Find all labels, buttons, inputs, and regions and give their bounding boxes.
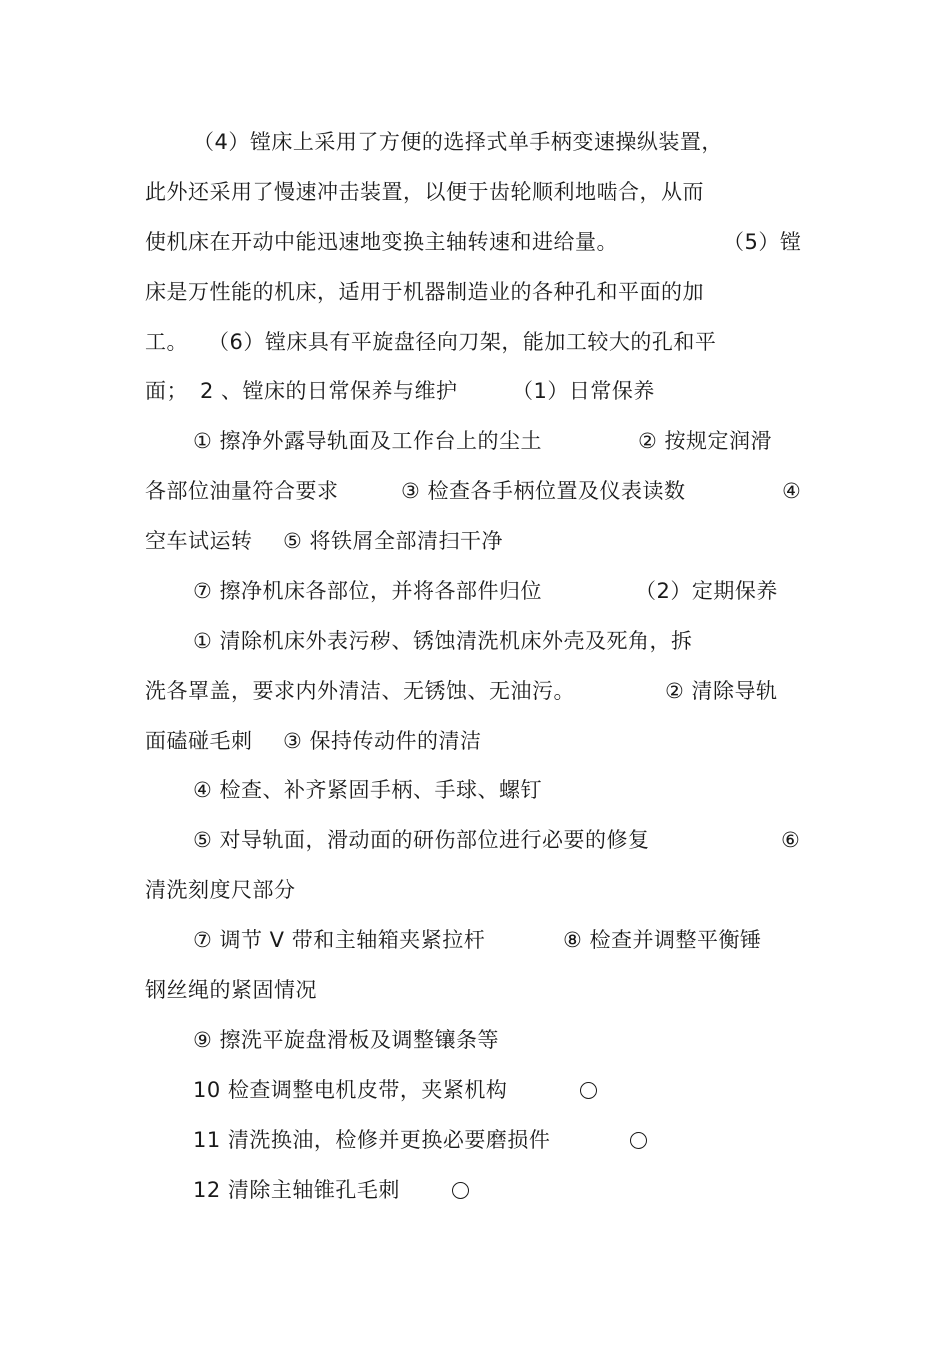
text-segment: 11 清洗换油，检修并更换必要磨损件 (193, 1128, 551, 1152)
circle-icon (630, 1132, 647, 1149)
text-segment: 洗各罩盖，要求内外清洁、无锈蚀、无油污。 (145, 679, 575, 703)
text-segment: 空车试运转 (145, 529, 253, 553)
text-segment: ③ 检查各手柄位置及仪表读数 (401, 479, 686, 503)
text-segment: ⑦ 擦净机床各部位，并将各部件归位 (193, 579, 543, 603)
text-segment: ⑤ 将铁屑全部清扫干净 (283, 529, 504, 553)
text-segment: 清洗刻度尺部分 (145, 878, 296, 902)
text-segment: ③ 保持传动件的清洁 (283, 729, 482, 753)
text-segment: （1）日常保养 (512, 379, 655, 403)
text-segment: 使机床在开动中能迅速地变换主轴转速和进给量。 (145, 230, 618, 254)
text-segment: 10 检查调整电机皮带，夹紧机构 (193, 1078, 508, 1102)
text-segment: ⑥ (781, 828, 801, 852)
circle-icon (580, 1082, 597, 1099)
text-segment: 面； (145, 379, 188, 403)
text-segment: 2 、镗床的日常保养与维护 (200, 379, 458, 403)
text-segment: ⑨ 擦洗平旋盘滑板及调整镶条等 (193, 1028, 500, 1052)
text-segment: 钢丝绳的紧固情况 (145, 978, 317, 1002)
text-segment: ④ 检查、补齐紧固手柄、手球、螺钉 (193, 778, 543, 802)
text-segment: ② 清除导轨 (665, 679, 778, 703)
circle-icon (452, 1182, 469, 1199)
text-segment: ⑤ 对导轨面，滑动面的研伤部位进行必要的修复 (193, 828, 650, 852)
text-segment: ⑧ 检查并调整平衡锤 (563, 928, 762, 952)
text-segment: ④ (782, 479, 802, 503)
text-segment: 床是万性能的机床，适用于机器制造业的各种孔和平面的加 (145, 280, 704, 304)
text-segment: 面磕碰毛刺 (145, 729, 253, 753)
text-segment: ① 擦净外露导轨面及工作台上的尘土 (193, 429, 543, 453)
text-segment: （6）镗床具有平旋盘径向刀架，能加工较大的孔和平 (208, 330, 717, 354)
text-segment: （5）镗 (723, 230, 802, 254)
text-segment: （4）镗床上采用了方便的选择式单手柄变速操纵装置， (193, 130, 723, 154)
text-segment: 此外还采用了慢速冲击装置，以便于齿轮顺利地啮合，从而 (145, 180, 704, 204)
text-segment: ② 按规定润滑 (638, 429, 773, 453)
text-segment: ⑦ 调节 V 带和主轴箱夹紧拉杆 (193, 928, 486, 952)
text-segment: 各部位油量符合要求 (145, 479, 339, 503)
text-segment: （2）定期保养 (635, 579, 778, 603)
text-segment: 12 清除主轴锥孔毛刺 (193, 1178, 400, 1202)
text-segment: ① 清除机床外表污秽、锈蚀清洗机床外壳及死角，拆 (193, 629, 693, 653)
text-segment: 工。 (145, 330, 188, 354)
